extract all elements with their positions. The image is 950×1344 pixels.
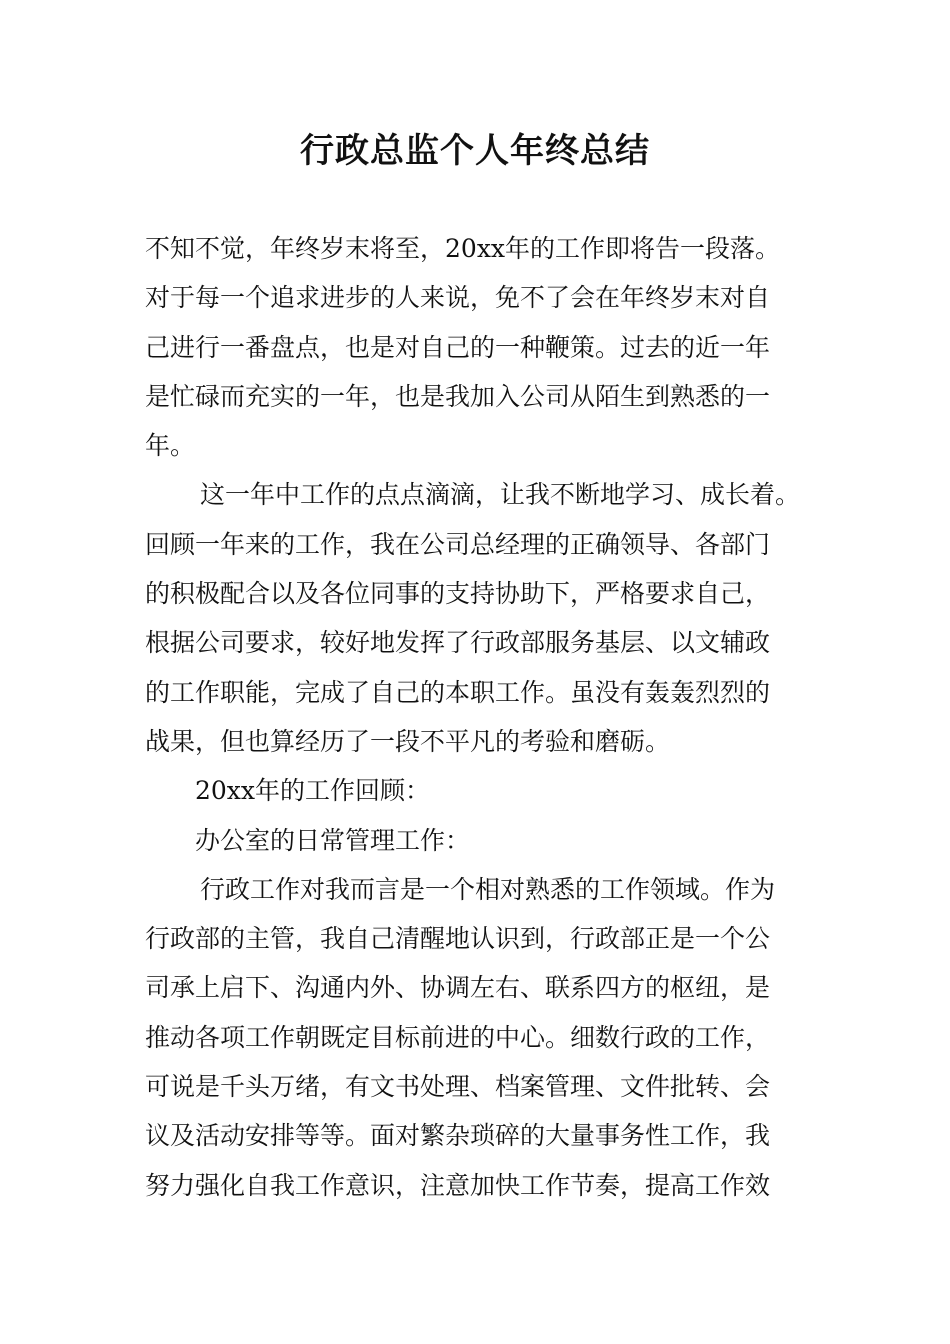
text-line: 行政工作对我而言是一个相对熟悉的工作领域。作为 (200, 874, 776, 904)
text-line: 根据公司要求，较好地发挥了行政部服务基层、以文辅政 (145, 628, 771, 658)
text-line: 议及活动安排等等。面对繁杂琐碎的大量事务性工作，我 (145, 1121, 771, 1151)
document-title: 行政总监个人年终总结 (300, 131, 650, 171)
text-line: 战果，但也算经历了一段不平凡的考验和磨砺。 (145, 726, 671, 756)
text-line: 不知不觉，年终岁末将至，20xx年的工作即将告一段落。 (145, 234, 781, 263)
text-line: 年。 (145, 431, 196, 461)
text-line: 回顾一年来的工作，我在公司总经理的正确领导、各部门 (145, 529, 771, 559)
subsection-heading: 办公室的日常管理工作： (195, 825, 471, 855)
text-line: 这一年中工作的点点滴滴，让我不断地学习、成长着。 (200, 480, 801, 510)
text-line: 对于每一个追求进步的人来说，免不了会在年终岁末对自 (145, 283, 771, 313)
section-heading: 20xx年的工作回顾： (195, 776, 431, 806)
text-line: 司承上启下、沟通内外、协调左右、联系四方的枢纽，是 (145, 973, 771, 1003)
text-line: 努力强化自我工作意识，注意加快工作节奏，提高工作效 (145, 1170, 771, 1200)
text-line: 可说是千头万绪，有文书处理、档案管理、文件批转、会 (145, 1072, 771, 1102)
text-line: 的工作职能，完成了自己的本职工作。虽没有轰轰烈烈的 (145, 677, 771, 707)
text-line: 是忙碌而充实的一年，也是我加入公司从陌生到熟悉的一 (145, 381, 771, 411)
text-line: 行政部的主管，我自己清醒地认识到，行政部正是一个公 (145, 924, 771, 954)
text-line: 推动各项工作朝既定目标前进的中心。细数行政的工作， (145, 1022, 771, 1052)
document-body (145, 224, 835, 1210)
text-line: 己进行一番盘点，也是对自己的一种鞭策。过去的近一年 (145, 332, 771, 362)
text-line: 的积极配合以及各位同事的支持协助下，严格要求自己， (145, 579, 771, 609)
